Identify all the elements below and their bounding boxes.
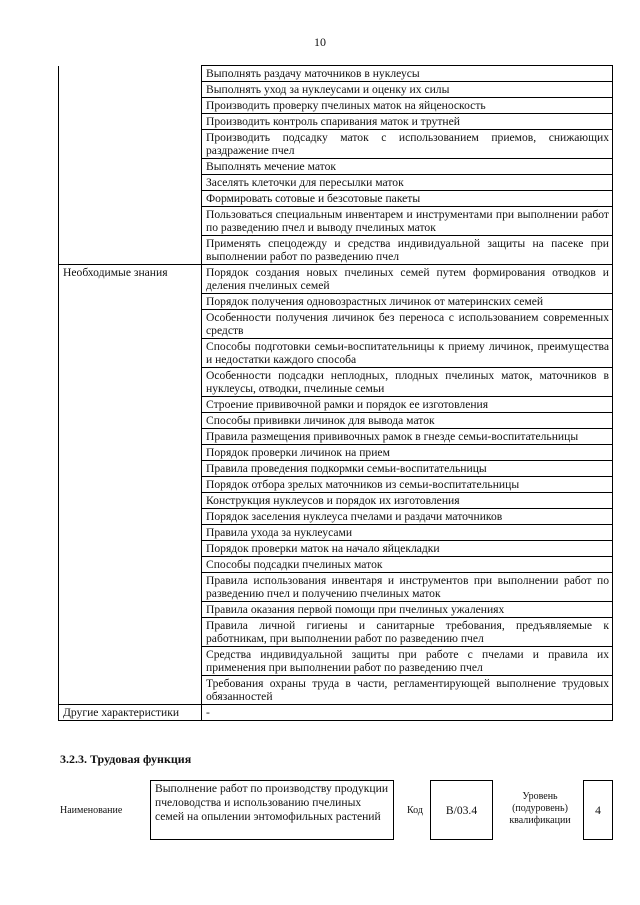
knowledge-item: Порядок создания новых пчелиных семей путем формирования отводков и деления пчелиных семей — [202, 265, 613, 294]
table-row — [59, 66, 613, 82]
knowledge-item: Правила оказания первой помощи при пчелиных ужалениях — [202, 602, 613, 618]
table-row — [59, 265, 613, 294]
skill-item: Производить контроль спаривания маток и трутней — [202, 114, 613, 130]
knowledge-item: Порядок проверки личинок на прием — [202, 445, 613, 461]
qualification-level-box: 4 — [583, 780, 613, 840]
other-characteristics-label: Другие характеристики — [59, 705, 202, 721]
skill-item: Производить проверку пчелиных маток на яйценоскость — [202, 98, 613, 114]
knowledge-item: Порядок отбора зрелых маточников из семьи-воспитательницы — [202, 477, 613, 493]
function-name-label: Наименование — [60, 805, 123, 816]
knowledge-item: Средства индивидуальной защиты при работе с пчелами и правила их применения при выполнении работ по разведению пчел — [202, 647, 613, 676]
knowledge-item: Правила ухода за нуклеусами — [202, 525, 613, 541]
table-row — [59, 705, 613, 721]
skill-item: Формировать сотовые и безсотовые пакеты — [202, 191, 613, 207]
function-code-box: B/03.4 — [430, 780, 493, 840]
skill-item: Выполнять раздачу маточников в нуклеусы — [202, 66, 613, 82]
skills-label-cell — [59, 66, 202, 265]
knowledge-item: Порядок получения одновозрастных личинок от материнских семей — [202, 294, 613, 310]
qualification-level-label: Уровень (подуровень) квалификации — [509, 791, 571, 826]
skill-item: Выполнять уход за нуклеусами и оценку их силы — [202, 82, 613, 98]
knowledge-item: Способы прививки личинок для вывода маток — [202, 413, 613, 429]
knowledge-item: Правила размещения прививочных рамок в гнезде семьи-воспитательницы — [202, 429, 613, 445]
labor-function-block — [60, 780, 620, 842]
function-code-label: Код — [407, 805, 423, 816]
page-number: 10 — [314, 35, 326, 49]
knowledge-item: Особенности подсадки неплодных, плодных пчелиных маток, маточников в нуклеусы, отводки, пчелиные семьи — [202, 368, 613, 397]
knowledge-item: Порядок проверки маток на начало яйцекладки — [202, 541, 613, 557]
knowledge-item: Правила проведения подкормки семьи-воспитательницы — [202, 461, 613, 477]
knowledge-item: Способы подготовки семьи-воспитательницы к приему личинок, преимущества и недостатки каждого способа — [202, 339, 613, 368]
knowledge-item: Строение прививочной рамки и порядок ее изготовления — [202, 397, 613, 413]
other-characteristics-value: - — [202, 705, 613, 721]
skill-item: Применять спецодежду и средства индивидуальной защиты на пасеке при выполнении работ по разведению пчел — [202, 236, 613, 265]
skill-item: Выполнять мечение маток — [202, 159, 613, 175]
knowledge-item: Конструкция нуклеусов и порядок их изготовления — [202, 493, 613, 509]
knowledge-item: Порядок заселения нуклеуса пчелами и раздачи маточников — [202, 509, 613, 525]
function-name-box: Выполнение работ по производству продукции пчеловодства и использованию пчелиных семей на опылении энтомофильных растений — [150, 780, 394, 840]
skill-item: Пользоваться специальным инвентарем и инструментами при выполнении работ по разведению пчел и выводу пчелиных маток — [202, 207, 613, 236]
knowledge-item: Требования охраны труда в части, регламентирующей выполнение трудовых обязанностей — [202, 676, 613, 705]
knowledge-item: Правила личной гигиены и санитарные требования, предъявляемые к работникам, при выполнении работ по разведению пчел — [202, 618, 613, 647]
skill-item: Производить подсадку маток с использованием приемов, снижающих раздражение пчел — [202, 130, 613, 159]
knowledge-item: Особенности получения личинок без переноса с использованием современных средств — [202, 310, 613, 339]
knowledge-item: Правила использования инвентаря и инструментов при выполнении работ по разведению пчел и получению пчелиных маток — [202, 573, 613, 602]
skill-item: Заселять клеточки для пересылки маток — [202, 175, 613, 191]
requirements-table — [58, 65, 613, 721]
knowledge-label: Необходимые знания — [59, 265, 202, 705]
section-heading: 3.2.3. Трудовая функция — [60, 752, 192, 766]
knowledge-item: Способы подсадки пчелиных маток — [202, 557, 613, 573]
